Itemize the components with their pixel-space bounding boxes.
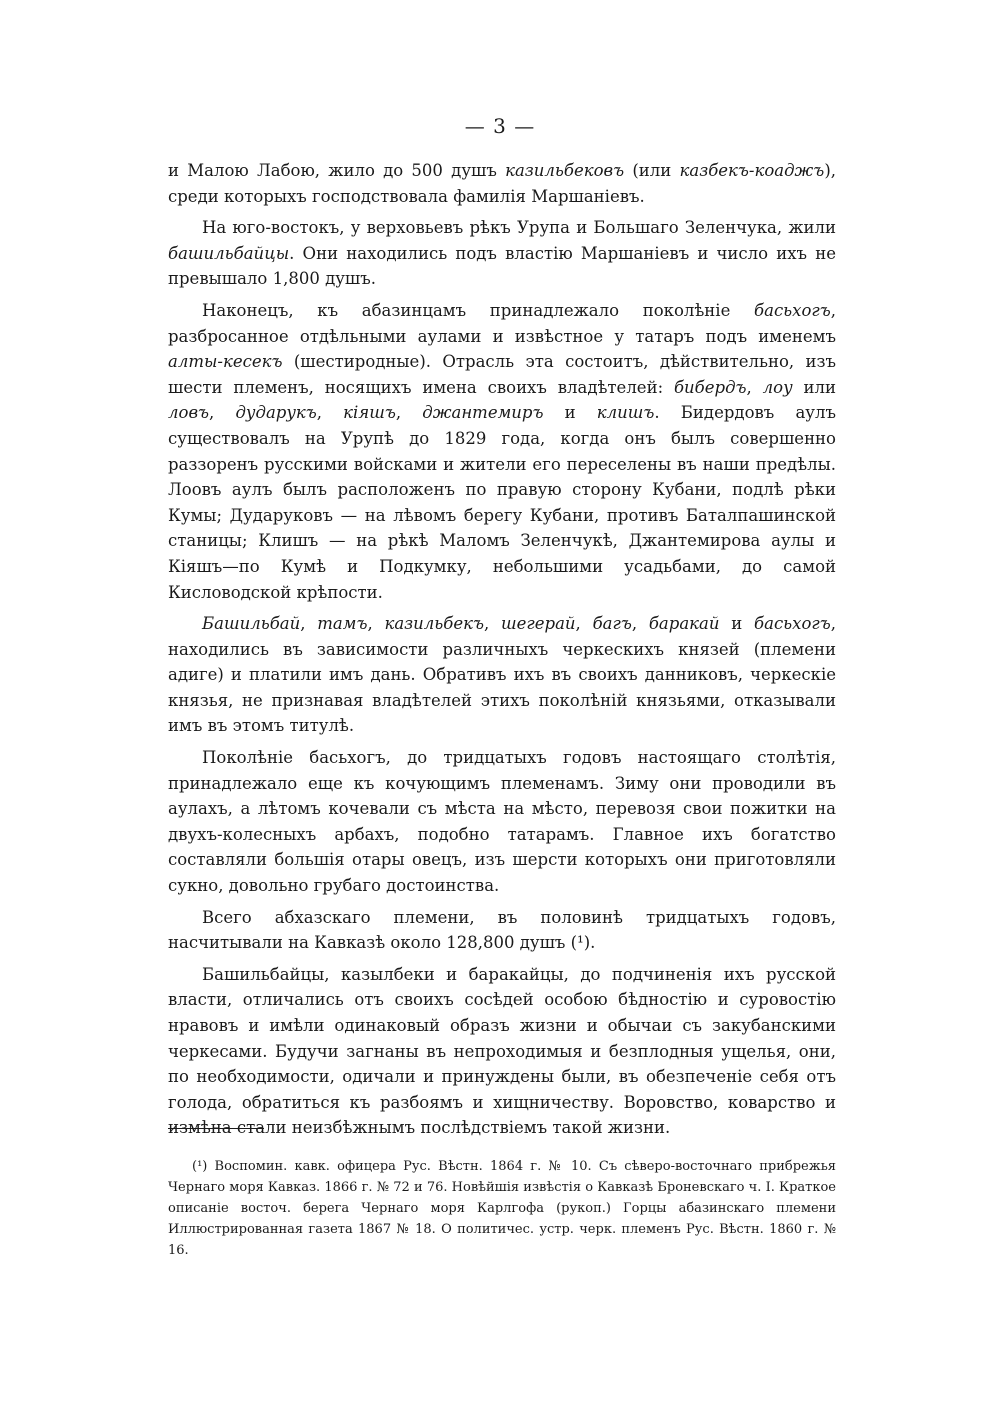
italic-term: Башильбай bbox=[202, 614, 301, 634]
italic-term: баракай bbox=[648, 614, 720, 634]
text-run: , bbox=[575, 614, 593, 634]
main-text bbox=[168, 158, 836, 1147]
text-run: Наконецъ, къ абазинцамъ принадлежало поколѣніе bbox=[202, 300, 755, 320]
footnote-divider bbox=[168, 1128, 264, 1129]
page-number: — 3 — bbox=[464, 114, 536, 138]
italic-term: башильбайцы bbox=[168, 243, 290, 263]
italic-term: шегерай bbox=[501, 614, 576, 634]
paragraph-5 bbox=[168, 745, 836, 899]
text-run: , bbox=[631, 614, 649, 634]
text-run: ), среди которыхъ господствовала фамилія Маршаніевъ. bbox=[168, 161, 836, 206]
text-run: , находились въ зависимости различныхъ черкескихъ князей (племени адиге) и платили имъ дань. Обративъ ихъ въ своихъ данниковъ, черкескіе князья, не признавая владѣтелей этихъ поколѣній князьями, отказывали имъ въ этомъ титулѣ. bbox=[168, 614, 836, 736]
paragraph-2 bbox=[168, 215, 836, 292]
paragraph-4 bbox=[168, 611, 836, 739]
text-run: и Малою Лабою, жило до 500 душъ bbox=[168, 161, 506, 180]
text-run: и bbox=[719, 614, 755, 634]
text-run: Всего абхазскаго племени, въ половинѣ тридцатыхъ годовъ, насчитывали на Кавказѣ около 128,800 душъ (¹). bbox=[168, 907, 836, 953]
italic-term: алты-кесекъ bbox=[168, 352, 283, 372]
text-run: , bbox=[367, 614, 385, 634]
text-run: Поколѣніе басьхогъ, до тридцатыхъ годовъ настоящаго столѣтія, принадлежало еще къ кочующимъ племенамъ. Зиму они проводили въ аулахъ, а лѣтомъ кочевали съ мѣста на мѣсто, перевозя свои пожитки на двухъ-колесныхъ арбахъ, подобно татарамъ. Главное ихъ богатство составляли большія отары овецъ, изъ шерсти которыхъ они приготовляли сукно, довольно грубаго достоинства. bbox=[168, 748, 836, 896]
italic-term: казильбекъ bbox=[384, 614, 484, 634]
text-run: На юго-востокъ, у верховьевъ рѣкъ Урупа и Большаго Зеленчука, жили bbox=[202, 218, 836, 238]
italic-term: казбекъ-коаджъ bbox=[679, 161, 825, 180]
italic-term: багъ bbox=[592, 614, 632, 634]
text-run: и bbox=[543, 403, 597, 423]
text-run: Башильбайцы, казылбеки и баракайцы, до подчиненія ихъ русской власти, отличались отъ своихъ сосѣдей особою бѣдностію и суровостію нравовъ и имѣли одинаковый образъ жизни и обычаи съ закубанскими черкесами. Будучи загнаны въ непроходимыя и безплодныя ущелья, они, по необходимости, одичали и принуждены были, въ обезпеченіе себя отъ голода, обратиться къ разбоямъ и хищничеству. Воровство, коварство и измѣна стали неизбѣжнымъ послѣдствіемъ такой жизни. bbox=[168, 964, 836, 1138]
text-run: (шестиродные). Отрасль эта состоитъ, дѣйствительно, изъ шести племенъ, носящихъ имена своихъ владѣтелей: bbox=[168, 352, 836, 397]
text-run: , bbox=[316, 403, 344, 423]
text-run: , bbox=[483, 614, 502, 634]
text-run: , разбросанное отдѣльными аулами и извѣстное у татаръ подъ именемъ bbox=[168, 300, 836, 346]
text-run: . Бидердовъ аулъ существовалъ на Урупѣ до 1829 года, когда онъ былъ совершенно раззоренъ русскими войсками и жители его переселены въ наши предѣлы. Лоовъ аулъ былъ расположенъ по правую сторону Кубани, подлѣ рѣки Кумы; Дударуковъ — на лѣвомъ берегу Кубани, противъ Баталпашинской станицы; Клишъ — на рѣкѣ Маломъ Зеленчукѣ, Джантемирова аулы и Кіяшъ—по Кумѣ и Подкумку, небольшими усадьбами, до самой Кисловодской крѣпости. bbox=[168, 403, 836, 602]
footnotes bbox=[168, 1156, 836, 1261]
italic-term: кіяшъ bbox=[343, 403, 396, 423]
text-run: , bbox=[300, 614, 318, 634]
text-run: , bbox=[746, 377, 763, 397]
paragraph-3 bbox=[168, 298, 836, 605]
italic-term: бибердъ bbox=[673, 377, 747, 397]
text-run: . Они находились подъ властію Маршаніевъ и число ихъ не превышало 1,800 душъ. bbox=[168, 243, 836, 289]
text-run: , bbox=[395, 403, 423, 423]
italic-term: лоу bbox=[762, 377, 793, 397]
text-run: (или bbox=[624, 161, 680, 180]
italic-term: джантемиръ bbox=[422, 403, 544, 423]
italic-term: клишъ bbox=[596, 403, 655, 423]
footnote-1: (¹) Воспомин. кавк. офицера Рус. Вѣстн. 1864 г. № 10. Съ сѣверо-восточнаго прибрежья Чернаго моря Кавказ. 1866 г. № 72 и 76. Новѣйшія извѣстія о Кавказѣ Броневскаго ч. I. Краткое описаніе восточ. берега Чернаго моря Карлгофа (рукоп.) Горцы абазинскаго племени Иллюстрированная газета 1867 № 18. О политичес. устр. черк. племенъ Рус. Вѣстн. 1860 г. № 16. bbox=[168, 1159, 836, 1258]
italic-term: дударукъ bbox=[235, 403, 317, 423]
text-run: , bbox=[209, 403, 236, 423]
paragraph-7 bbox=[168, 962, 836, 1141]
paragraph-1 bbox=[168, 158, 836, 209]
italic-term: басьхогъ bbox=[754, 614, 831, 634]
paragraph-6 bbox=[168, 905, 836, 956]
text-run: или bbox=[792, 377, 836, 397]
italic-term: басьхогъ bbox=[754, 300, 831, 320]
italic-term: казильбековъ bbox=[505, 161, 625, 180]
italic-term: тамъ bbox=[317, 614, 368, 634]
italic-term: ловъ bbox=[168, 403, 210, 423]
